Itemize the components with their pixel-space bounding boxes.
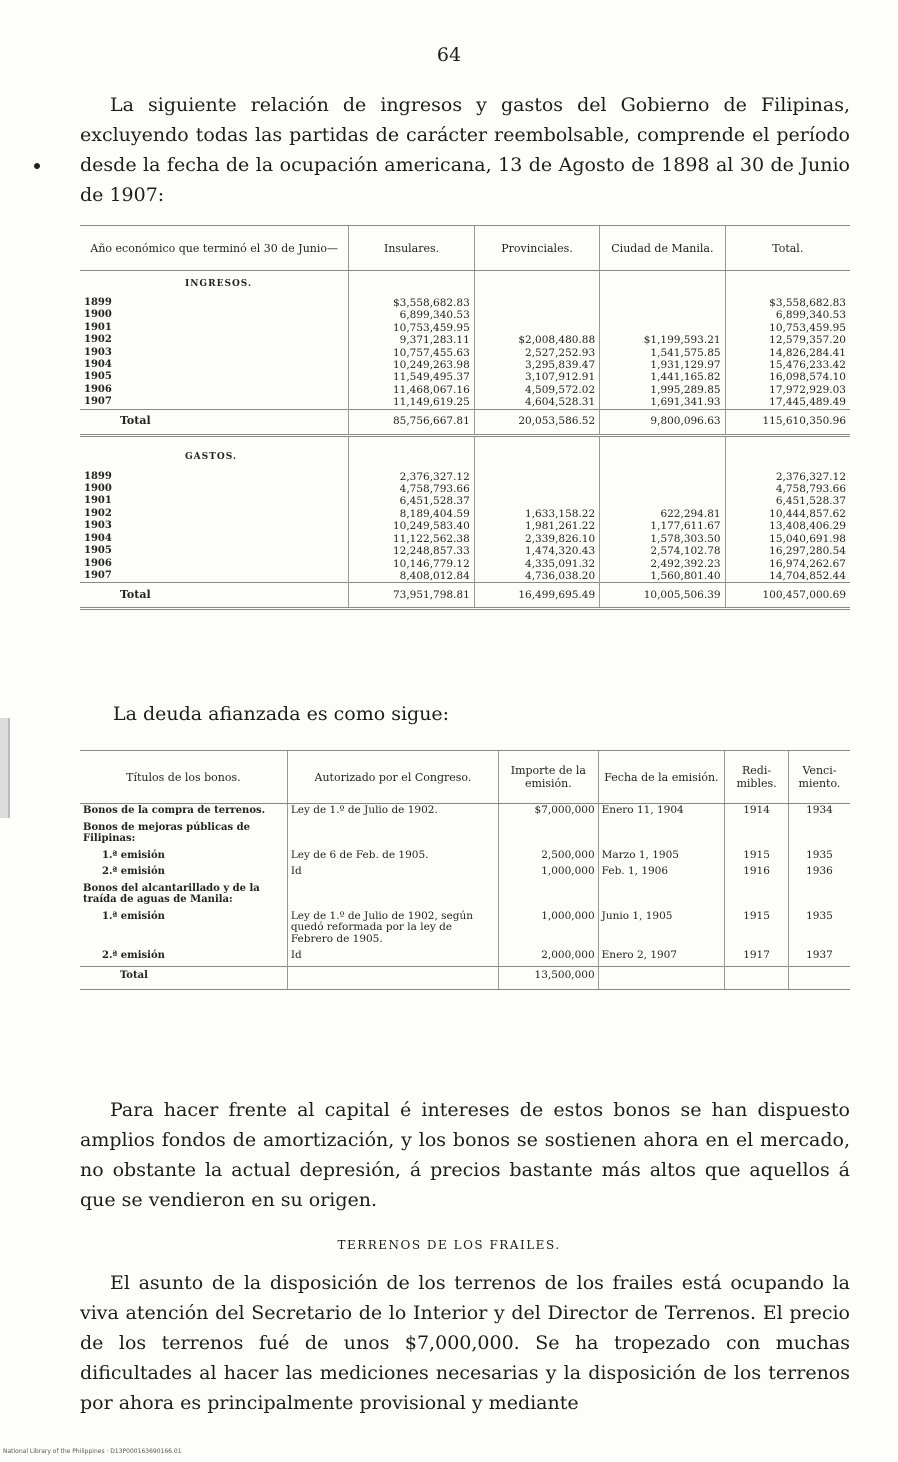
bond-cell: Marzo 1, 1905 xyxy=(598,849,725,866)
bond-cell xyxy=(499,821,599,849)
amount-cell: 11,549,495.37 xyxy=(349,371,474,383)
revenue-expense-body xyxy=(80,271,850,609)
bond-cell xyxy=(725,882,789,910)
amount-cell xyxy=(474,483,599,495)
table-row xyxy=(80,384,850,396)
bond-cell xyxy=(725,821,789,849)
ingresos-label: INGRESOS. xyxy=(185,278,253,289)
amount-cell: 10,753,459.95 xyxy=(725,322,850,334)
table-row xyxy=(80,396,850,409)
amount-cell: 3,295,839.47 xyxy=(474,359,599,371)
section-heading: TERRENOS DE LOS FRAILES. xyxy=(337,1238,561,1252)
amount-cell: 14,704,852.44 xyxy=(725,570,850,583)
bond-cell: 1,000,000 xyxy=(499,910,599,950)
year-cell: 1904 xyxy=(84,532,112,544)
year-cell: 1900 xyxy=(84,309,112,321)
amount-cell: 10,757,455.63 xyxy=(349,347,474,359)
amount-cell: 1,541,575.85 xyxy=(600,347,725,359)
intro-text: La siguiente relación de ingresos y gastos del Gobierno de Filipinas, excluyendo todas las partidas de carácter reembolsable, comprende el período desde la fecha de la ocupación americana, 13 de Agosto de 1898 al 30 de Junio de 1907: xyxy=(80,94,850,206)
total-cell: 9,800,096.63 xyxy=(600,409,725,435)
amount-cell: 12,579,357.20 xyxy=(725,334,850,346)
bond-cell: 1937 xyxy=(788,949,850,966)
table-row xyxy=(80,520,850,532)
year-cell: 1905 xyxy=(84,371,112,383)
year-cell: 1906 xyxy=(84,557,112,569)
bond-cell: 1915 xyxy=(725,910,789,950)
amount-cell: 10,249,583.40 xyxy=(349,520,474,532)
amount-cell: 6,451,528.37 xyxy=(349,495,474,507)
intro-paragraph xyxy=(80,90,850,210)
revenue-expense-table xyxy=(80,225,850,610)
bond-total-cell xyxy=(788,966,850,989)
amount-cell: 4,335,091.32 xyxy=(474,558,599,570)
amount-cell xyxy=(600,495,725,507)
bond-cell: 1.ª emisión xyxy=(102,849,165,861)
total-cell: 10,005,506.39 xyxy=(600,583,725,609)
bond-cell: 1934 xyxy=(788,804,850,821)
bond-cell: 1917 xyxy=(725,949,789,966)
amount-cell: 2,376,327.12 xyxy=(349,471,474,483)
year-cell: 1907 xyxy=(84,396,112,408)
year-cell: 1901 xyxy=(84,321,112,333)
amount-cell: 11,149,619.25 xyxy=(349,396,474,409)
bond-cell: 2,500,000 xyxy=(499,849,599,866)
table-row xyxy=(80,545,850,557)
bond-cell xyxy=(287,821,498,849)
amount-cell xyxy=(600,471,725,483)
table-row xyxy=(80,322,850,334)
bond-cell: 2,000,000 xyxy=(499,949,599,966)
bond-total-row xyxy=(80,966,850,989)
amount-cell: 1,441,165.82 xyxy=(600,371,725,383)
year-cell: 1904 xyxy=(84,359,112,371)
bond-total-cell: Total xyxy=(80,966,287,989)
bond-cell: Id xyxy=(287,949,498,966)
bond-cell: 1916 xyxy=(725,865,789,882)
total-label: Total xyxy=(80,409,349,435)
bond-cell: 1,000,000 xyxy=(499,865,599,882)
year-cell: 1902 xyxy=(84,334,112,346)
bond-cell xyxy=(598,882,725,910)
amount-cell: 1,931,129.97 xyxy=(600,359,725,371)
gastos-label: GASTOS. xyxy=(185,452,238,463)
amount-cell: 11,468,067.16 xyxy=(349,384,474,396)
bond-cell: $7,000,000 xyxy=(499,804,599,821)
table-row xyxy=(80,533,850,545)
bond-cell xyxy=(788,882,850,910)
amount-cell: 6,899,340.53 xyxy=(349,309,474,321)
amount-cell: 10,249,263.98 xyxy=(349,359,474,371)
page-number: 64 xyxy=(436,44,462,66)
amount-cell: 1,474,320.43 xyxy=(474,545,599,557)
bond-cell: Bonos del alcantarillado y de la traída de aguas de Manila: xyxy=(83,882,260,905)
col-titles: Títulos de los bonos. xyxy=(80,751,287,804)
bond-cell: Bonos de mejoras públicas de Filipinas: xyxy=(83,821,250,844)
year-cell: 1902 xyxy=(84,507,112,519)
amount-cell: 8,189,404.59 xyxy=(349,508,474,520)
bonded-debt-table xyxy=(80,750,850,990)
bond-cell: 1.ª emisión xyxy=(102,910,165,922)
amount-cell: $3,558,682.83 xyxy=(349,297,474,309)
bond-cell xyxy=(598,821,725,849)
amount-cell: $2,008,480.88 xyxy=(474,334,599,346)
amount-cell xyxy=(600,483,725,495)
bond-cell: 2.ª emisión xyxy=(102,866,165,877)
total-cell: 16,499,695.49 xyxy=(474,583,599,609)
col-authorized: Autorizado por el Congreso. xyxy=(287,751,498,804)
year-cell: 1899 xyxy=(84,297,112,308)
year-cell: 1906 xyxy=(84,383,112,395)
amount-cell: $1,199,593.21 xyxy=(600,334,725,346)
amount-cell: 2,376,327.12 xyxy=(725,471,850,483)
table-row xyxy=(80,570,850,583)
bonds-text: Para hacer frente al capital é intereses de estos bonos se han dispuesto amplios fondos de amortización, y los bonos se sostienen ahora en el mercado, no obstante la actual depresión, á precios bastante más altos que aquellos á que se vendieron en su origen. xyxy=(80,1099,850,1211)
amount-cell xyxy=(600,322,725,334)
bond-cell: 1935 xyxy=(788,849,850,866)
bond-cell xyxy=(788,821,850,849)
bond-cell: Id xyxy=(287,865,498,882)
col-year: Año económico que terminó el 30 de Junio— xyxy=(80,226,349,271)
bond-total-cell xyxy=(598,966,725,989)
bond-cell xyxy=(499,882,599,910)
amount-cell: 1,995,289.85 xyxy=(600,384,725,396)
year-cell: 1903 xyxy=(84,346,112,358)
table-row xyxy=(80,508,850,520)
amount-cell: 15,476,233.42 xyxy=(725,359,850,371)
scan-edge xyxy=(0,718,10,818)
amount-cell: 9,371,283.11 xyxy=(349,334,474,346)
amount-cell: 2,492,392.23 xyxy=(600,558,725,570)
bond-total-cell: 13,500,000 xyxy=(499,966,599,989)
year-cell: 1901 xyxy=(84,495,112,507)
total-cell: 20,053,586.52 xyxy=(474,409,599,435)
table-row xyxy=(80,483,850,495)
col-provinciales: Provinciales. xyxy=(474,226,599,271)
amount-cell xyxy=(600,297,725,309)
amount-cell: 12,248,857.33 xyxy=(349,545,474,557)
bonds-paragraph xyxy=(80,1095,850,1215)
bond-row xyxy=(80,849,850,866)
amount-cell: 15,040,691.98 xyxy=(725,533,850,545)
amount-cell: 4,736,038.20 xyxy=(474,570,599,583)
bond-cell: Feb. 1, 1906 xyxy=(598,865,725,882)
col-insulares: Insulares. xyxy=(349,226,474,271)
amount-cell: 17,445,489.49 xyxy=(725,396,850,409)
amount-cell: 1,578,303.50 xyxy=(600,533,725,545)
amount-cell: 1,981,261.22 xyxy=(474,520,599,532)
amount-cell: 2,574,102.78 xyxy=(600,545,725,557)
bond-cell: 1915 xyxy=(725,849,789,866)
amount-cell xyxy=(474,297,599,309)
col-redeemable: Redi-mibles. xyxy=(725,751,789,804)
amount-cell: 16,297,280.54 xyxy=(725,545,850,557)
amount-cell: 14,826,284.41 xyxy=(725,347,850,359)
bond-row xyxy=(80,882,850,910)
amount-cell: 11,122,562.38 xyxy=(349,533,474,545)
amount-cell: 13,408,406.29 xyxy=(725,520,850,532)
col-manila: Ciudad de Manila. xyxy=(600,226,725,271)
amount-cell: 2,527,252.93 xyxy=(474,347,599,359)
bond-cell xyxy=(287,882,498,910)
amount-cell: 622,294.81 xyxy=(600,508,725,520)
amount-cell: 17,972,929.03 xyxy=(725,384,850,396)
total-cell: 100,457,000.69 xyxy=(725,583,850,609)
table-row xyxy=(80,558,850,570)
year-cell: 1899 xyxy=(84,470,112,482)
amount-cell: 1,633,158.22 xyxy=(474,508,599,520)
bond-cell: 1936 xyxy=(788,865,850,882)
amount-cell: 10,444,857.62 xyxy=(725,508,850,520)
table-row xyxy=(80,347,850,359)
table-row xyxy=(80,334,850,346)
table-row xyxy=(80,471,850,483)
amount-cell xyxy=(474,322,599,334)
bond-cell: Junio 1, 1905 xyxy=(598,910,725,950)
amount-cell: 4,604,528.31 xyxy=(474,396,599,409)
bond-total-cell xyxy=(287,966,498,989)
amount-cell: 1,691,341.93 xyxy=(600,396,725,409)
total-cell: 115,610,350.96 xyxy=(725,409,850,435)
total-cell: 73,951,798.81 xyxy=(349,583,474,609)
amount-cell xyxy=(600,309,725,321)
total-cell: 85,756,667.81 xyxy=(349,409,474,435)
amount-cell: $3,558,682.83 xyxy=(725,297,850,309)
ingresos-section-row xyxy=(80,271,850,298)
bond-cell: Enero 11, 1904 xyxy=(598,804,725,821)
bond-row xyxy=(80,949,850,966)
bond-row xyxy=(80,821,850,849)
bond-cell: 1914 xyxy=(725,804,789,821)
amount-cell: 4,758,793.66 xyxy=(349,483,474,495)
amount-cell xyxy=(474,309,599,321)
bond-row xyxy=(80,865,850,882)
amount-cell: 4,758,793.66 xyxy=(725,483,850,495)
bond-cell: Ley de 6 de Feb. de 1905. xyxy=(287,849,498,866)
bond-row xyxy=(80,910,850,950)
debt-title: La deuda afianzada es como sigue: xyxy=(113,703,450,725)
amount-cell: 3,107,912.91 xyxy=(474,371,599,383)
amount-cell: 10,753,459.95 xyxy=(349,322,474,334)
col-maturity: Venci-miento. xyxy=(788,751,850,804)
amount-cell: 1,177,611.67 xyxy=(600,520,725,532)
amount-cell: 16,098,574.10 xyxy=(725,371,850,383)
bond-row xyxy=(80,804,850,821)
ingresos-total-row xyxy=(80,409,850,435)
year-cell: 1905 xyxy=(84,545,112,557)
col-date: Fecha de la emisión. xyxy=(598,751,725,804)
year-cell: 1903 xyxy=(84,520,112,532)
gastos-section-row xyxy=(80,445,850,471)
amount-cell xyxy=(474,495,599,507)
bond-cell: Bonos de la compra de terrenos. xyxy=(83,805,266,816)
year-cell: 1900 xyxy=(84,483,112,495)
margin-dot xyxy=(34,163,40,169)
spacer-row xyxy=(80,435,850,445)
table-row xyxy=(80,297,850,309)
amount-cell: 16,974,262.67 xyxy=(725,558,850,570)
bond-cell: Ley de 1.º de Julio de 1902. xyxy=(287,804,498,821)
col-total: Total. xyxy=(725,226,850,271)
year-cell: 1907 xyxy=(84,569,112,581)
table-row xyxy=(80,371,850,383)
amount-cell: 1,560,801.40 xyxy=(600,570,725,583)
bonded-debt-body xyxy=(80,804,850,990)
friar-lands-paragraph xyxy=(80,1268,850,1418)
amount-cell: 10,146,779.12 xyxy=(349,558,474,570)
amount-cell: 4,509,572.02 xyxy=(474,384,599,396)
amount-cell: 8,408,012.84 xyxy=(349,570,474,583)
table-row xyxy=(80,359,850,371)
bond-total-cell xyxy=(725,966,789,989)
total-label: Total xyxy=(80,583,349,609)
amount-cell xyxy=(474,471,599,483)
bond-cell: Enero 2, 1907 xyxy=(598,949,725,966)
bond-cell: Ley de 1.º de Julio de 1902, según quedó reformada por la ley de Febrero de 1905. xyxy=(287,910,498,950)
table-row xyxy=(80,309,850,321)
col-amount: Importe de la emisión. xyxy=(499,751,599,804)
amount-cell: 2,339,826.10 xyxy=(474,533,599,545)
bond-cell: 1935 xyxy=(788,910,850,950)
amount-cell: 6,899,340.53 xyxy=(725,309,850,321)
gastos-total-row xyxy=(80,583,850,609)
bond-cell: 2.ª emisión xyxy=(102,950,165,961)
friar-lands-text: El asunto de la disposición de los terrenos de los frailes está ocupando la viva atención del Secretario de lo Interior y del Director de Terrenos. El precio de los terrenos fué de unos $7,000,000. Se ha tropezado con muchas dificultades al hacer las mediciones necesarias y la disposición de los terrenos por ahora es principalmente provisional y mediante xyxy=(80,1272,850,1414)
footer-credit: National Library of the Philippines · D13P000163690166.01 xyxy=(3,1448,182,1455)
table-row xyxy=(80,495,850,507)
amount-cell: 6,451,528.37 xyxy=(725,495,850,507)
